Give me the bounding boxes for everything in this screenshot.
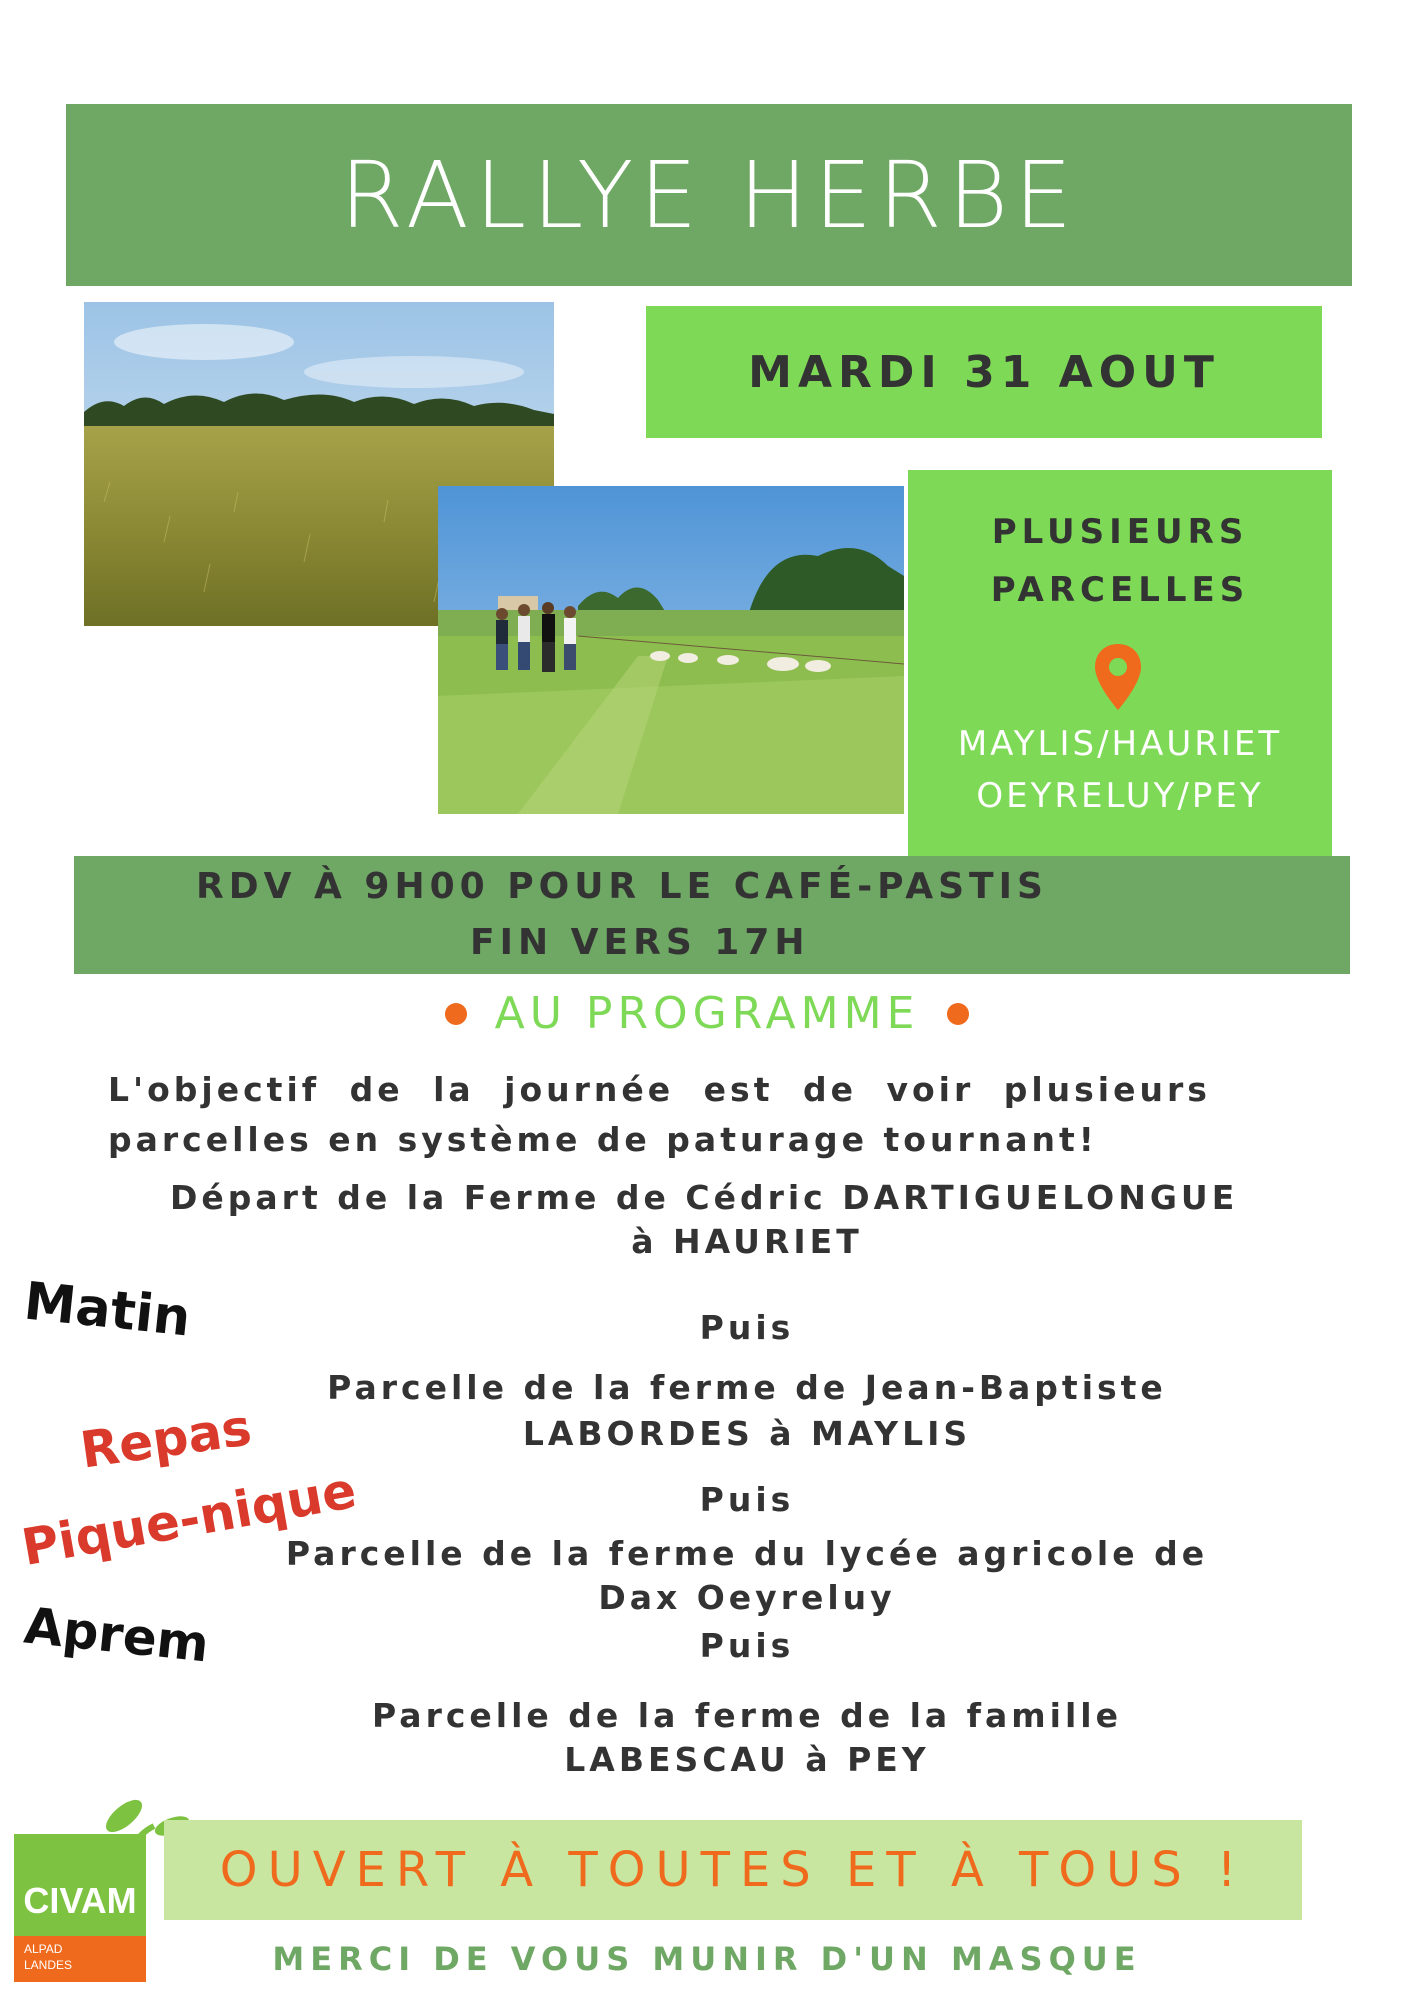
logo-sub1: ALPAD (24, 1942, 63, 1956)
puis-1: Puis (699, 1308, 795, 1347)
step2-line2: LABORDES à MAYLIS (522, 1414, 972, 1453)
title-banner (66, 104, 1352, 286)
rdv-time: RDV À 9H00 POUR LE CAFÉ-PASTIS (196, 866, 1048, 907)
end-time: FIN VERS 17H (470, 922, 810, 963)
mask-reminder: MERCI DE VOUS MUNIR D'UN MASQUE (272, 1940, 1142, 1978)
aprem-label: Aprem (21, 1596, 212, 1674)
pique-nique-label: Pique-nique (17, 1461, 361, 1577)
intro-line1: L'objectif de la journée est de voir plusieurs (108, 1070, 1211, 1109)
open-to-all-banner (164, 1820, 1302, 1920)
programme-heading (0, 988, 1414, 1039)
intro-line2: parcelles en système de paturage tournant! (108, 1120, 1098, 1159)
puis-3: Puis (699, 1626, 795, 1665)
location-towns-line1: MAYLIS/HAURIET (957, 724, 1283, 764)
step4-line1: Parcelle de la ferme de la famille (372, 1696, 1122, 1735)
matin-label: Matin (21, 1271, 194, 1349)
location-box (908, 470, 1332, 856)
pasture-group-photo (438, 486, 904, 814)
logo-sub2: LANDES (24, 1958, 73, 1972)
repas-label: Repas (76, 1398, 255, 1480)
programme-label: AU PROGRAMME (494, 988, 920, 1039)
location-label-line1: PLUSIEURS (991, 512, 1249, 552)
step3-line2: Dax Oeyreluy (598, 1578, 896, 1617)
event-date: MARDI 31 AOUT (748, 346, 1220, 398)
step2-line1: Parcelle de la ferme de Jean-Baptiste (327, 1368, 1167, 1407)
location-towns-line2: OEYRELUY/PEY (976, 776, 1264, 816)
bullet-dot-icon (947, 1003, 969, 1025)
open-to-all-text: OUVERT À TOUTES ET À TOUS ! (219, 1842, 1247, 1898)
depart-line2: à HAURIET (631, 1222, 863, 1261)
map-pin-icon (1092, 642, 1144, 712)
bullet-dot-icon (445, 1003, 467, 1025)
step3-line1: Parcelle de la ferme du lycée agricole de (285, 1534, 1209, 1573)
puis-2: Puis (699, 1480, 795, 1519)
logo-name: CIVAM (23, 1880, 137, 1921)
page-title: RALLYE HERBE (339, 141, 1079, 249)
date-box (646, 306, 1322, 438)
location-label-line2: PARCELLES (990, 570, 1250, 610)
rdv-banner (74, 856, 1350, 974)
step4-line2: LABESCAU à PEY (564, 1740, 930, 1779)
depart-line1: Départ de la Ferme de Cédric DARTIGUELONGUE (170, 1178, 1239, 1217)
